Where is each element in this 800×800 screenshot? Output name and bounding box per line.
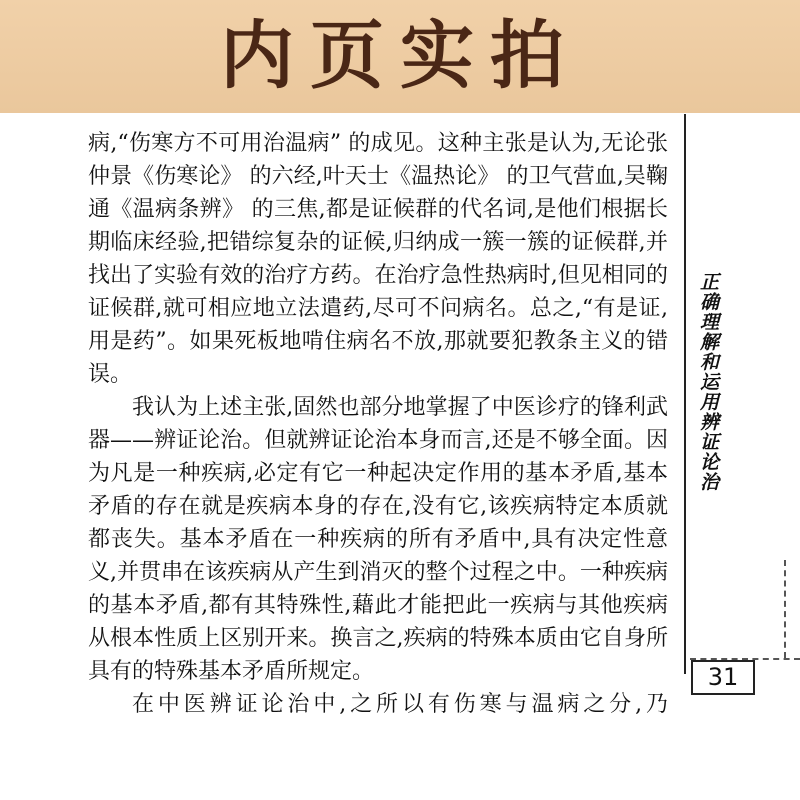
banner-title: 内页实拍 (220, 13, 580, 99)
header-banner (0, 0, 800, 113)
page-number: 31 (691, 660, 755, 695)
page-tab-dashed-vertical (784, 560, 786, 658)
paragraph-3: 在中医辨证论治中,之所以有伤寒与温病之分,乃 (132, 692, 668, 717)
chapter-side-title: 正确理解和运用辨证论治 (697, 272, 719, 492)
margin-rule (684, 114, 686, 674)
paragraph-2: 我认为上述主张,固然也部分地掌握了中医诊疗的锋利武器——辨证论治。但就辨证论治本身而言,还是不够全面。因为凡是一种疾病,必定有它一种起决定作用的基本矛盾,基本矛盾的存在就是疾病本身的存在,没有它,该疾病特定本质就都丧失。基本矛盾在一种疾病的所有矛盾中,具有决定性意义,并贯串在该疾病从产生到消灭的整个过程之中。一种疾病的基本矛盾,都有其特殊性,藉此才能把此一疾病与其他疾病从根本性质上区别开来。换言之,疾病的特殊本质由它自身所具有的特殊基本矛盾所规定。 (88, 395, 668, 684)
paragraph-1: 病,“伤寒方不可用治温病” 的成见。这种主张是认为,无论张仲景《伤寒论》 的六经,叶天士《温热论》 的卫气营血,吴鞠通《温病条辨》 的三焦,都是证候群的代名词,是他们根据长期临床经验,把错综复杂的证候,归纳成一簇一簇的证候群,并找出了实验有效的治疗方药。在治疗急性热病时,但见相同的证候群,就可相应地立法遣药,尽可不问病名。总之,“有是证,用是药”。如果死板地啃住病名不放,那就要犯教条主义的错误。 (88, 131, 668, 387)
page-body (88, 127, 668, 721)
